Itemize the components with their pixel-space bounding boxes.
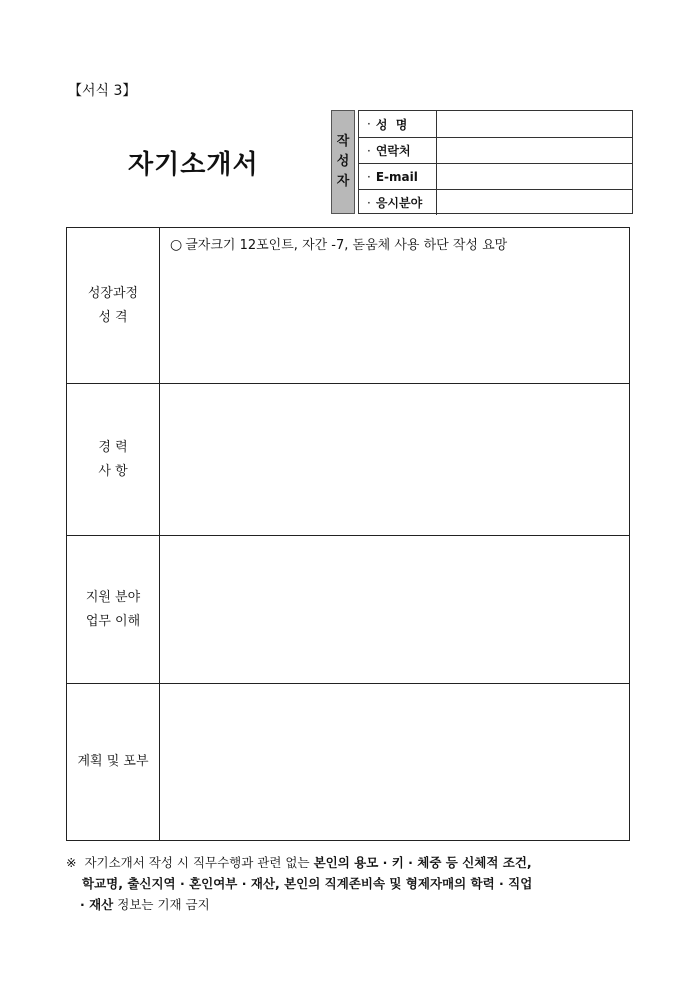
author-label-email: E-mail [375, 169, 418, 184]
author-row-email [359, 163, 632, 189]
document-title: 자기소개서 [128, 150, 259, 180]
author-email-field[interactable] [437, 164, 632, 189]
author-contact-field[interactable] [437, 138, 632, 163]
section-content-plans[interactable] [160, 684, 629, 840]
author-label-contact: 연락처 [375, 144, 411, 158]
section-content-growth[interactable] [160, 228, 629, 383]
author-side-char: 자 [336, 174, 350, 189]
footnote-text: 자기소개서 작성 시 직무수행과 관련 없는 [84, 855, 314, 870]
footnote-line-2: 학교명, 출신지역 · 혼인여부 · 재산, 본인의 직계존비속 및 형제자매의 학력 · 직업 [82, 876, 533, 891]
author-applied-field[interactable] [437, 190, 632, 215]
bullet-dot: · [367, 143, 371, 158]
section-row-plans [67, 683, 629, 840]
author-label-name: 성 명 [375, 117, 408, 132]
instruction-text: 글자크기 12포인트, 자간 -7, 돋움체 사용 하단 작성 요망 [185, 238, 508, 253]
author-row-field [359, 189, 632, 215]
footnote-line-1 [66, 852, 646, 873]
author-info-table [331, 110, 633, 214]
circle-icon: ○ [170, 237, 183, 253]
section-label-growth: 성장과정 성 격 [67, 228, 160, 383]
author-side-label [331, 110, 355, 214]
footnote-emphasis: 본인의 용모 · 키 · 체중 등 신체적 조건, [313, 855, 532, 870]
footnote-text: 정보는 기재 금지 [113, 897, 210, 912]
section-content-understanding[interactable] [160, 536, 629, 683]
reference-mark: ※ [66, 855, 77, 870]
section-row-growth [67, 228, 629, 383]
section-label-understanding: 지원 분야 업무 이해 [67, 536, 160, 683]
author-side-char: 작 [336, 134, 350, 149]
form-number: 【서식 3】 [68, 83, 137, 99]
section-row-understanding [67, 535, 629, 683]
author-row-contact [359, 137, 632, 163]
footnote [66, 852, 646, 915]
author-row-name [359, 111, 632, 137]
section-label-career: 경 력 사 항 [67, 384, 160, 535]
self-introduction-table [66, 227, 630, 841]
author-side-char: 성 [336, 154, 350, 169]
bullet-dot: · [367, 195, 371, 210]
bullet-dot: · [367, 169, 371, 184]
bullet-dot: · [367, 117, 371, 131]
section-row-career [67, 383, 629, 535]
author-label-field: 응시분야 [375, 196, 423, 210]
section-label-plans: 계획 및 포부 [67, 684, 160, 840]
section-content-career[interactable] [160, 384, 629, 535]
author-name-field[interactable] [437, 111, 632, 137]
footnote-emphasis: · 재산 [80, 897, 114, 912]
footnote-line-3 [66, 894, 646, 915]
